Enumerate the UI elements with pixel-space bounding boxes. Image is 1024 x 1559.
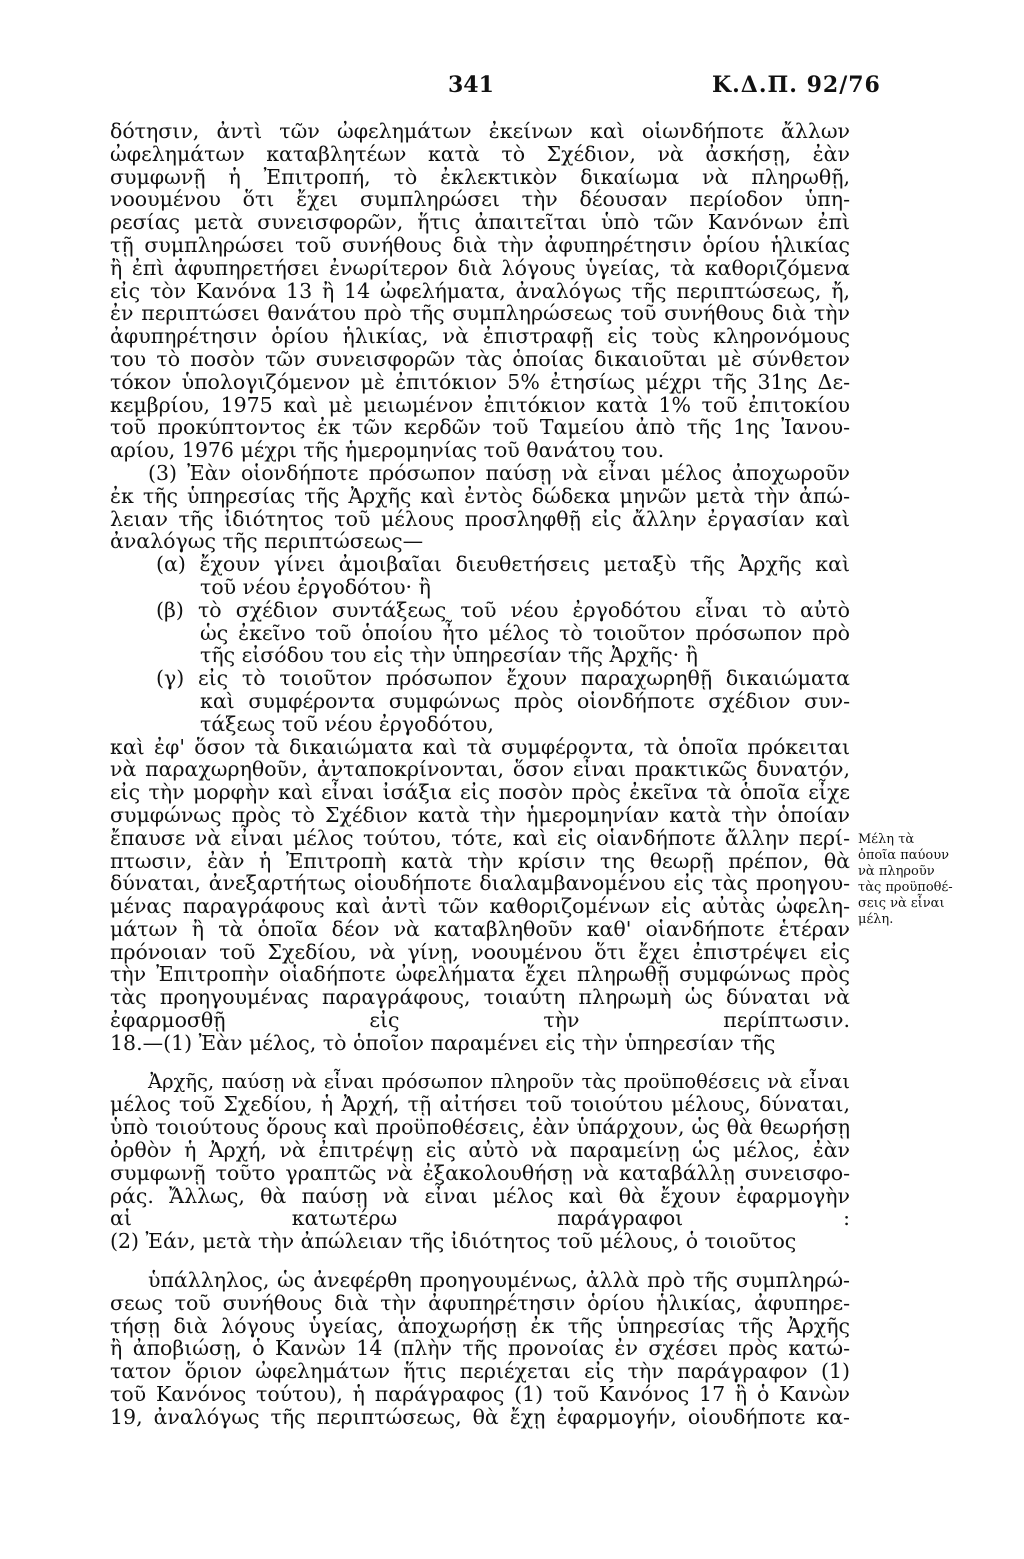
text-line: τόκον ὑπολογιζόμενον μὲ ἐπιτόκιον 5% ἐτησίως μέχρι τῆς 31ης Δε-	[110, 369, 850, 394]
text-line: ὑπάλληλος, ὡς ἀνεφέρθη προηγουμένως, ἀλλὰ πρὸ τῆς συμπληρώ-	[148, 1268, 850, 1293]
text-line: ὀρθὸν ἡ Ἀρχή, νὰ ἐπιτρέψῃ εἰς αὐτὸ νὰ παραμείνῃ ὡς μέλος, ἐὰν	[110, 1138, 850, 1163]
text-line: ἀναλόγως τῆς περιπτώσεως—	[110, 529, 424, 554]
text-line: τὰς προηγουμένας παραγράφους, τοιαύτη πληρωμὴ ὡς δύναται νὰ	[110, 985, 850, 1010]
text-line: ρεσίας μετὰ συνεισφορῶν, ἥτις ἀπαιτεῖται ὑπὸ τῶν Κανόνων ἐπὶ	[110, 210, 850, 235]
text-line: ἐφαρμοσθῇ εἰς τὴν περίπτωσιν.	[110, 1008, 850, 1033]
text-line: 18.—(1) Ἐὰν μέλος, τὸ ὁποῖον παραμένει εἰς τὴν ὑπηρεσίαν τῆς	[110, 1030, 776, 1055]
text-line: πτωσιν, ἐὰν ἡ Ἐπιτροπὴ κατὰ τὴν κρίσιν της θεωρῇ πρέπον, θὰ	[110, 848, 850, 873]
text-line: τάξεως τοῦ νέου ἐργοδότου,	[200, 711, 494, 736]
text-line: τῆς εἰσόδου του εἰς τὴν ὑπηρεσίαν τῆς Ἀρχῆς· ἢ	[200, 643, 698, 668]
text-line: δότησιν, ἀντὶ τῶν ὠφελημάτων ἐκείνων καὶ οἱωνδήποτε ἄλλων	[110, 119, 850, 143]
text-line: συμφωνῇ ἡ Ἐπιτροπή, τὸ ἐκλεκτικὸν δικαίωμα νὰ πληρωθῇ,	[110, 164, 850, 189]
text-line: καὶ συμφέροντα συμφώνως πρὸς οἱονδήποτε σχέδιον συν-	[200, 688, 850, 713]
text-line: τὴν Ἐπιτροπὴν οἱαδήποτε ὠφελήματα ἔχει πληρωθῇ συμφώνως πρὸς	[110, 962, 850, 987]
section-gap	[110, 1253, 850, 1269]
text-line: (3) Ἐὰν οἱονδήποτε πρόσωπον παύσῃ νὰ εἶναι μέλος ἀποχωροῦν	[148, 460, 850, 485]
text-line: συμφώνως πρὸς τὸ Σχέδιον κατὰ τὴν ἡμερομηνίαν κατὰ τὴν ὁποίαν	[110, 802, 850, 827]
text-line: νοουμένου ὅτι ἔχει συμπληρώσει τὴν δέουσαν περίοδον ὑπη-	[110, 187, 850, 212]
text-line: λειαν τῆς ἰδιότητος τοῦ μέλους προσληφθῇ εἰς ἄλλην ἐργασίαν καὶ	[110, 506, 850, 531]
text-line: καὶ ἐφ' ὅσον τὰ δικαιώματα καὶ τὰ συμφέροντα, τὰ ὁποῖα πρόκειται	[110, 734, 850, 759]
margin-note	[858, 832, 974, 928]
text-line: του τὸ ποσὸν τῶν συνεισφορῶν τὰς ὁποίας δικαιοῦται μὲ σύνθετον	[110, 346, 850, 371]
text-line: ράς. Ἄλλως, θὰ παύσῃ νὰ εἶναι μέλος καὶ θὰ ἔχουν ἐφαρμογὴν	[110, 1183, 850, 1208]
text-line: τατον ὅριον ὠφελημάτων ἥτις περιέχεται εἰς τὴν παράγραφον (1)	[110, 1359, 850, 1384]
margin-note-line: σεις νὰ εἶναι	[858, 896, 945, 911]
text-line: συμφωνῇ τοῦτο γραπτῶς νὰ ἐξακολουθήσῃ νὰ καταβάλλῃ συνεισφο-	[110, 1160, 850, 1185]
text-line: ἢ ἐπὶ ἀφυπηρετήσει ἐνωρίτερον διὰ λόγους ὑγείας, τὰ καθοριζόμενα	[110, 255, 850, 280]
text-line: μάτων ἢ τὰ ὁποῖα δέον νὰ καταβληθοῦν καθ' οἱανδήποτε ἑτέραν	[110, 916, 850, 941]
text-line: αἱ κατωτέρω παράγραφοι :	[110, 1206, 850, 1231]
text-line: εἰς τὸν Κανόνα 13 ἢ 14 ὠφελήματα, ἀναλόγως τῆς περιπτώσεως, ἤ,	[110, 278, 850, 303]
text-line: (γ) εἰς τὸ τοιοῦτον πρόσωπον ἔχουν παραχωρηθῇ δικαιώματα	[156, 666, 850, 691]
text-line: σεως τοῦ συνήθους διὰ τὴν ἀφυπηρέτησιν ὁρίου ἡλικίας, ἀφυπηρε-	[110, 1290, 850, 1315]
main-text	[110, 120, 850, 1451]
text-line: ἔπαυσε νὰ εἶναι μέλος τούτου, τότε, καὶ εἰς οἱανδήποτε ἄλλην περί-	[110, 825, 850, 850]
text-line: ἐν περιπτώσει θανάτου πρὸ τῆς συμπληρώσεως τοῦ συνήθους διὰ τὴν	[110, 301, 850, 326]
text-line: 19, ἀναλόγως τῆς περιπτώσεως, θὰ ἔχῃ ἐφαρμογήν, οἱουδήποτε κα-	[110, 1404, 850, 1429]
text-line	[110, 1429, 850, 1452]
text-line: εἰς τὴν μορφὴν καὶ εἶναι ἰσάξια εἰς ποσὸν πρὸς ἐκεῖνα τὰ ὁποῖα εἶχε	[110, 780, 850, 805]
text-line: ὑπὸ τοιούτους ὅρους καὶ προϋποθέσεις, ἐὰν ὑπάρχουν, ὡς θὰ θεωρήσῃ	[110, 1115, 850, 1140]
text-line: μένας παραγράφους καὶ ἀντὶ τῶν καθοριζομένων εἰς αὐτὰς ὠφελη-	[110, 894, 850, 919]
margin-note-line: Μέλη τὰ	[858, 832, 915, 847]
text-line: τῇ συμπληρώσει τοῦ συνήθους διὰ τὴν ἀφυπηρέτησιν ὁρίου ἡλικίας	[110, 232, 850, 257]
text-line: (α) ἔχουν γίνει ἀμοιβαῖαι διευθετήσεις μεταξὺ τῆς Ἀρχῆς καὶ	[156, 552, 850, 577]
text-line: κεμβρίου, 1975 καὶ μὲ μειωμένον ἐπιτόκιον κατὰ 1% τοῦ ἐπιτοκίου	[110, 392, 850, 417]
text-line: (2) Ἐάν, μετὰ τὴν ἀπώλειαν τῆς ἰδιότητος τοῦ μέλους, ὁ τοιοῦτος	[110, 1229, 797, 1254]
text-line: τοῦ νέου ἐργοδότου· ἢ	[200, 574, 431, 599]
text-line: τοῦ προκύπτοντος ἐκ τῶν κερδῶν τοῦ Ταμείου ἀπὸ τῆς 1ης Ἰανου-	[110, 415, 850, 440]
text-line: (β) τὸ σχέδιον συντάξεως τοῦ νέου ἐργοδότου εἶναι τὸ αὐτὸ	[156, 597, 850, 622]
page-number: 341	[448, 72, 494, 98]
text-line: ἀφυπηρέτησιν ὁρίου ἡλικίας, νὰ ἐπιστραφῇ εἰς τοὺς κληρονόμους	[110, 324, 850, 349]
law-reference: Κ.Δ.Π. 92/76	[712, 72, 881, 98]
text-line: τήσῃ διὰ λόγους ὑγείας, ἀποχωρήσῃ ἐκ τῆς ὑπηρεσίας τῆς Ἀρχῆς	[110, 1313, 850, 1338]
text-line: ὠφελημάτων καταβλητέων κατὰ τὸ Σχέδιον, νὰ ἀσκήσῃ, ἐὰν	[110, 141, 850, 166]
text-line: τοῦ Κανόνος τούτου), ἡ παράγραφος (1) τοῦ Κανόνος 17 ἢ ὁ Κανὼν	[110, 1382, 850, 1407]
text-line: ἢ ἀποβιώσῃ, ὁ Κανὼν 14 (πλὴν τῆς προνοίας ἐν σχέσει πρὸς κατώ-	[110, 1336, 850, 1361]
margin-note-line: νὰ πληροῦν	[858, 864, 935, 879]
text-line: πρόνοιαν τοῦ Σχεδίου, νὰ γίνῃ, νοουμένου ὅτι ἔχει ἐπιστρέψει εἰς	[110, 939, 850, 964]
text-line: ἐκ τῆς ὑπηρεσίας τῆς Ἀρχῆς καὶ ἐντὸς δώδεκα μηνῶν μετὰ τὴν ἀπώ-	[110, 483, 850, 508]
page-header	[0, 72, 1024, 102]
section-gap	[110, 1055, 850, 1071]
text-line: ὡς ἐκεῖνο τοῦ ὁποίου ἦτο μέλος τὸ τοιοῦτον πρόσωπον πρὸ	[200, 620, 850, 645]
margin-note-line: τὰς προϋποθέ-	[858, 880, 953, 895]
margin-note-line: ὁποῖα παύουν	[858, 848, 950, 863]
text-line: αρίου, 1976 μέχρι τῆς ἡμερομηνίας τοῦ θανάτου του.	[110, 438, 665, 463]
text-line: Ἀρχῆς, παύσῃ νὰ εἶναι πρόσωπον πληροῦν τὰς προϋποθέσεις νὰ εἶναι	[148, 1069, 850, 1093]
text-line: δύναται, ἀνεξαρτήτως οἱουδήποτε διαλαμβανομένου εἰς τὰς προηγου-	[110, 871, 850, 896]
text-line: νὰ παραχωρηθοῦν, ἀνταποκρίνονται, ὅσον εἶναι πρακτικῶς δυνατόν,	[110, 757, 850, 782]
margin-note-line: μέλη.	[858, 912, 894, 927]
text-line: μέλος τοῦ Σχεδίου, ἡ Ἀρχή, τῇ αἰτήσει τοῦ τοιούτου μέλους, δύναται,	[110, 1092, 850, 1117]
